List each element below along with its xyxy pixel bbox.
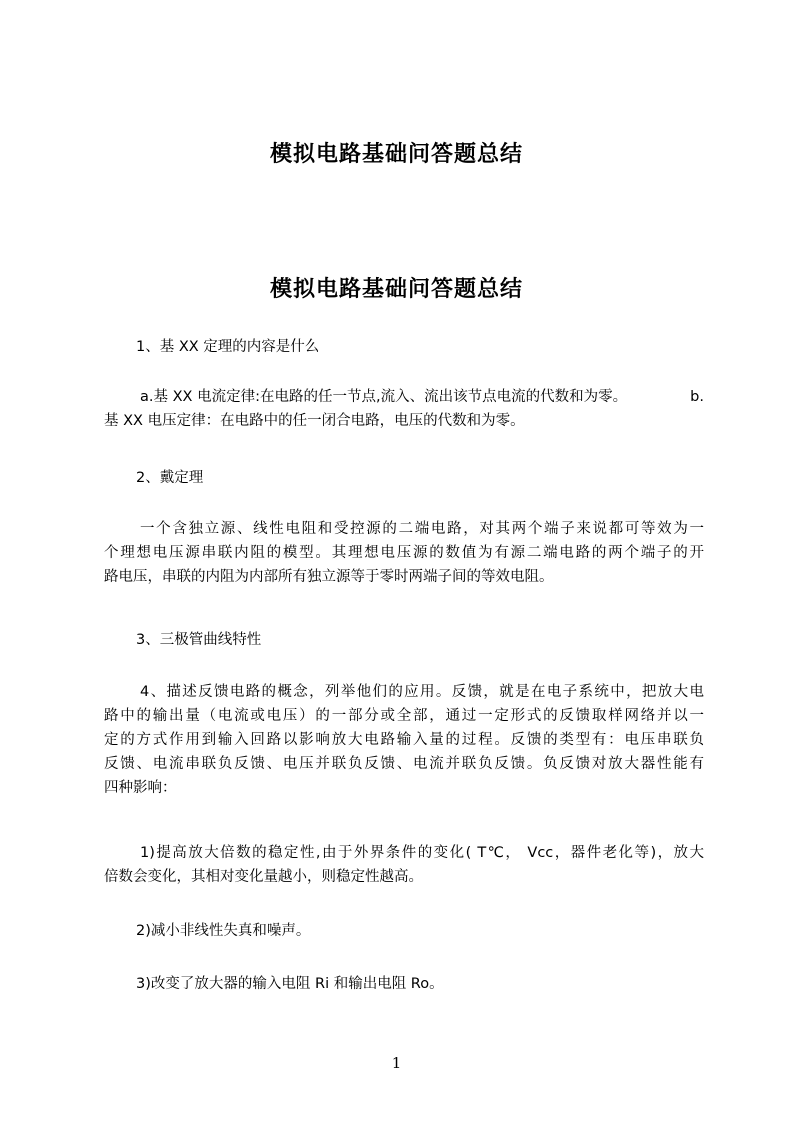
q1-answer-line-1 — [104, 385, 704, 409]
main-title: 模拟电路基础问答题总结 — [269, 277, 523, 302]
q4-line-4: 反馈、电流串联负反馈、电压并联负反馈、电流并联负反馈。负反馈对放大器性能有 — [104, 756, 704, 772]
q3-heading-text: 3、三极管曲线特性 — [136, 632, 262, 648]
q4-body — [104, 680, 704, 800]
q2-line-3: 路电压，串联的内阻为内部所有独立源等于零时两端子间的等效电阻。 — [104, 569, 554, 585]
effect-1-line-1: 1)提高放大倍数的稳定性,由于外界条件的变化( T℃， Vcc，器件老化等)，放大 — [140, 845, 704, 861]
q2-line-1: 一个含独立源、线性电阻和受控源的二端电路，对其两个端子来说都可等效为一 — [140, 521, 704, 537]
q4-line-5: 四种影响： — [104, 780, 177, 796]
q4-effect-1 — [104, 841, 704, 889]
effect-1-line-2: 倍数会变化，其相对变化量越小，则稳定性越高。 — [104, 869, 423, 885]
q4-line-1: 4、描述反馈电路的概念，列举他们的应用。反馈，就是在电子系统中，把放大电 — [140, 684, 704, 700]
q2-heading-text: 2、戴定理 — [136, 470, 204, 486]
q2-heading — [104, 466, 704, 490]
q1-current-law: a.基 XX 电流定律:在电路的任一节点,流入、流出该节点电流的代数和为零。 — [140, 389, 628, 405]
q1-voltage-law: 基 XX 电压定律：在电路中的任一闭合电路，电压的代数和为零。 — [104, 413, 525, 429]
q1-item-b-marker: b. — [690, 389, 704, 405]
q4-line-3: 定的方式作用到输入回路以影响放大电路输入量的过程。反馈的类型有：电压串联负 — [104, 732, 704, 748]
header-title: 模拟电路基础问答题总结 — [269, 142, 523, 167]
q1-heading-text: 1、基 XX 定理的内容是什么 — [136, 339, 320, 355]
q4-effect-3 — [104, 972, 704, 996]
q4-effect-2 — [104, 919, 704, 943]
q2-answer — [104, 517, 704, 589]
effect-3-text: 3)改变了放大器的输入电阻 Ri 和输出电阻 Ro。 — [136, 976, 444, 992]
effect-2-text: 2)减小非线性失真和噪声。 — [136, 923, 311, 939]
q1-heading — [104, 335, 704, 359]
q1-answer — [104, 385, 704, 433]
q2-line-2: 个理想电压源串联内阻的模型。其理想电压源的数值为有源二端电路的两个端子的开 — [104, 545, 704, 561]
page-number: 1 — [391, 1054, 402, 1072]
q4-line-2: 路中的输出量（电流或电压）的一部分或全部，通过一定形式的反馈取样网络并以一 — [104, 708, 704, 724]
q3-heading — [104, 628, 704, 652]
